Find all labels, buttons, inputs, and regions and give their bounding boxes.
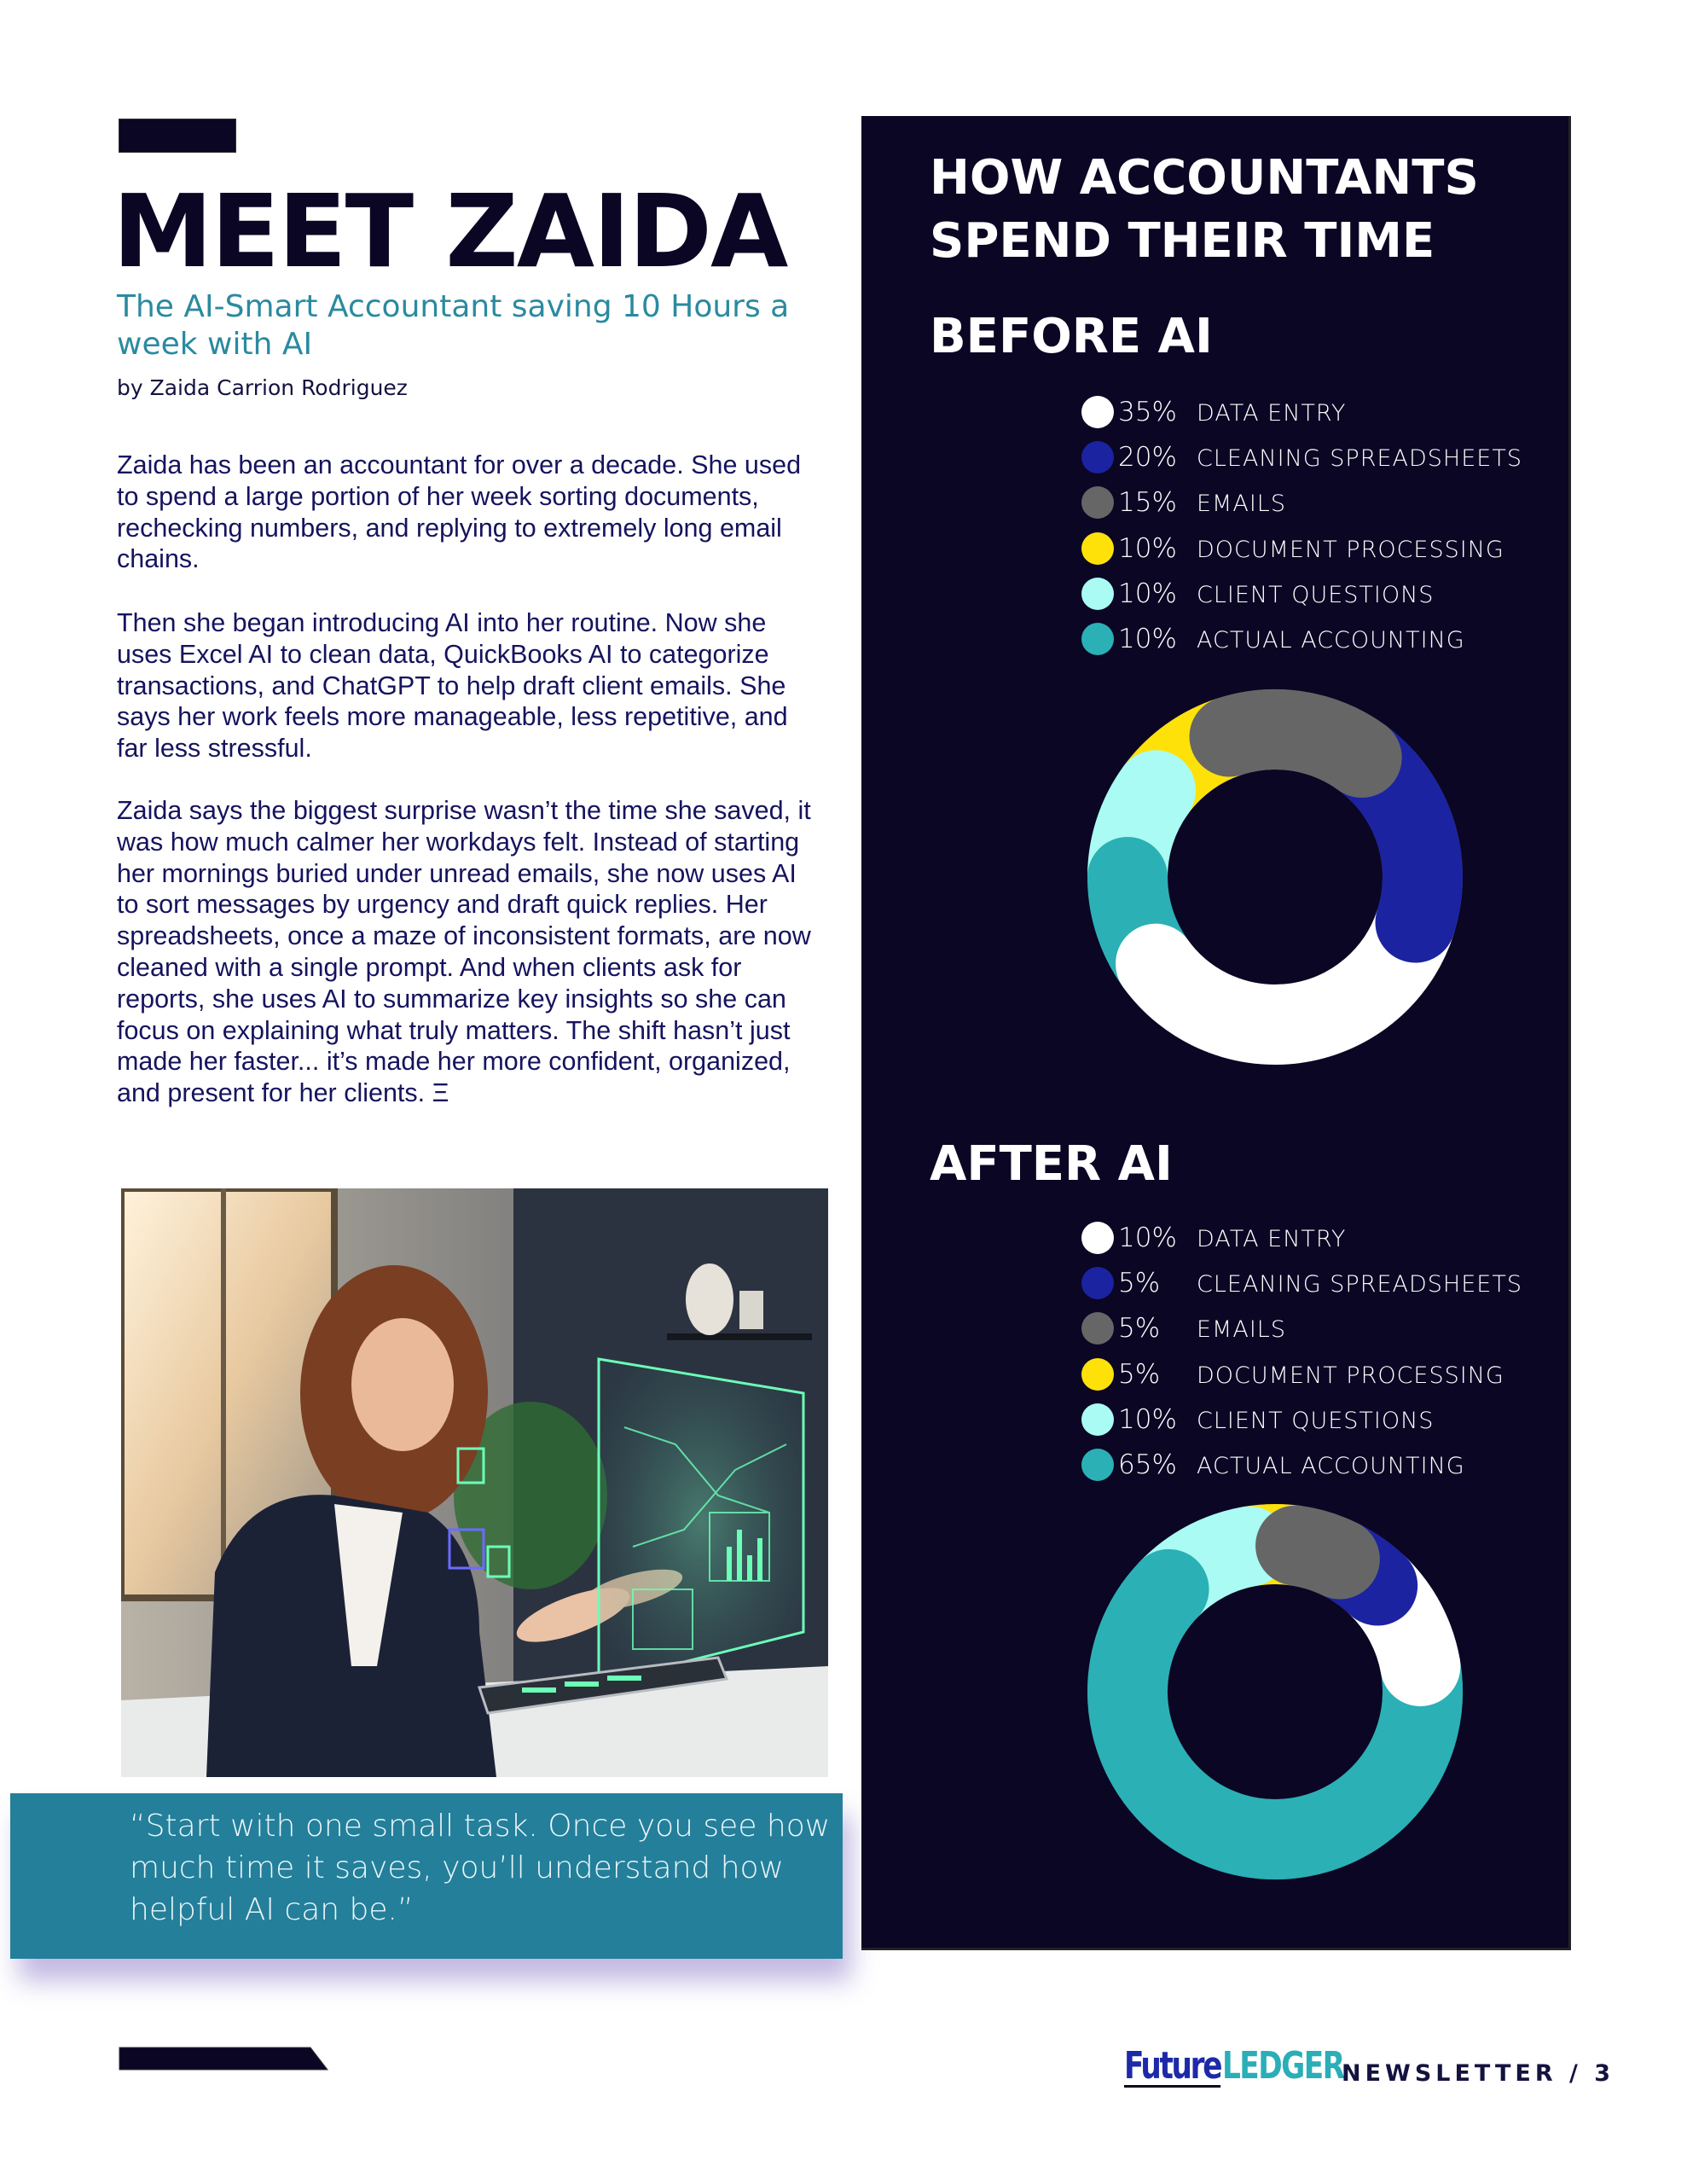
legend-item bbox=[1071, 1217, 1566, 1263]
donut-segment-data-entry bbox=[1156, 922, 1415, 1025]
donut-segment-cap bbox=[1230, 729, 1280, 736]
legend-swatch-icon bbox=[1081, 1267, 1114, 1299]
legend-label: DOCUMENT PROCESSING bbox=[1197, 1362, 1504, 1389]
legend-percentage: 10% bbox=[1118, 1223, 1177, 1253]
legend-swatch-icon bbox=[1081, 441, 1114, 473]
end-mark-icon: Ξ bbox=[432, 1078, 449, 1108]
legend-label: EMAILS bbox=[1197, 1316, 1286, 1344]
legend-swatch-icon bbox=[1081, 623, 1114, 655]
article-title: MEET ZAIDA bbox=[113, 172, 787, 290]
panel-heading-line-1: HOW ACCOUNTANTS bbox=[930, 150, 1479, 206]
legend-percentage: 5% bbox=[1118, 1313, 1161, 1345]
legend-percentage: 15% bbox=[1118, 487, 1177, 519]
legend-item bbox=[1071, 392, 1566, 437]
legend-item bbox=[1071, 1354, 1566, 1399]
logo-future-text: Future bbox=[1124, 2044, 1221, 2088]
legend-item bbox=[1071, 1399, 1566, 1444]
before-ai-heading: BEFORE AI bbox=[930, 309, 1213, 364]
panel-heading-line-2: SPEND THEIR TIME bbox=[930, 213, 1435, 269]
article-body-3 bbox=[117, 795, 816, 1109]
legend-item bbox=[1071, 619, 1566, 664]
pull-quote-text: “Start with one small task. Once you see how much time it saves, you’ll understand how helpful AI can be.” bbox=[130, 1809, 831, 1927]
legend-swatch-icon bbox=[1081, 486, 1114, 519]
after-ai-donut-chart bbox=[1079, 1496, 1471, 1888]
legend-label: CLEANING SPREADSHEETS bbox=[1197, 1271, 1522, 1298]
legend-swatch-icon bbox=[1081, 1449, 1114, 1481]
legend-label: DOCUMENT PROCESSING bbox=[1197, 536, 1504, 563]
decorative-top-bar bbox=[119, 119, 236, 153]
futureledger-logo bbox=[1124, 2044, 1378, 2090]
legend-label: EMAILS bbox=[1197, 491, 1286, 518]
infographic-panel bbox=[861, 116, 1571, 1950]
legend-label: CLEANING SPREADSHEETS bbox=[1197, 445, 1522, 473]
legend-swatch-icon bbox=[1081, 1312, 1114, 1345]
article-subtitle: The AI-Smart Accountant saving 10 Hours a week with AI bbox=[117, 289, 790, 362]
legend-swatch-icon bbox=[1081, 396, 1114, 428]
legend-item bbox=[1071, 1308, 1566, 1353]
legend-percentage: 10% bbox=[1118, 532, 1177, 564]
donut-segment-cap bbox=[1296, 1546, 1319, 1551]
paragraph-3-text: Zaida says the biggest surprise wasn’t the time she saved, it was how much calmer her workdays felt. Instead of starting her mornings buried under unread emails, she now uses AI to sort messages by urgency and draft quick replies. Her spreadsheets, once a maze of inconsistent formats, are now cleaned with a single prompt. And when clients ask for reports, she uses AI to summarize key insights so she can focus on explaining what truly matters. The shift hasn’t just made her faster... it’s made her more confident, organized, and present for her clients. bbox=[117, 796, 811, 1108]
article-photo bbox=[121, 1188, 828, 1777]
before-ai-donut-chart bbox=[1079, 681, 1471, 1073]
after-ai-heading: AFTER AI bbox=[930, 1136, 1173, 1192]
article-body bbox=[117, 450, 816, 575]
legend-swatch-icon bbox=[1081, 1222, 1114, 1254]
legend-percentage: 65% bbox=[1118, 1449, 1177, 1480]
legend-label: ACTUAL ACCOUNTING bbox=[1197, 1452, 1465, 1479]
newsletter-page-label: NEWSLETTER / 3 bbox=[1342, 2060, 1615, 2087]
paragraph-1: Zaida has been an accountant for over a decade. She used to spend a large portion of her week sorting documents, rechecking numbers, and replying to extremely long email chains. bbox=[117, 450, 802, 574]
legend-label: CLIENT QUESTIONS bbox=[1197, 1407, 1435, 1434]
before-ai-legend bbox=[1071, 392, 1566, 664]
after-ai-legend bbox=[1071, 1217, 1566, 1490]
legend-percentage: 5% bbox=[1118, 1268, 1161, 1299]
legend-item bbox=[1071, 437, 1566, 482]
legend-percentage: 10% bbox=[1118, 623, 1177, 654]
legend-label: CLIENT QUESTIONS bbox=[1197, 581, 1435, 608]
legend-item bbox=[1071, 528, 1566, 573]
paragraph-2: Then she began introducing AI into her routine. Now she uses Excel AI to clean data, QuickBooks AI to categorize transactions, and ChatGPT to help draft client emails. She says her work feels more manageable, less repetitive, and far less stressful. bbox=[117, 608, 788, 764]
pull-quote bbox=[10, 1793, 843, 1959]
legend-percentage: 5% bbox=[1118, 1358, 1161, 1390]
legend-percentage: 35% bbox=[1118, 397, 1177, 427]
legend-item bbox=[1071, 482, 1566, 527]
legend-swatch-icon bbox=[1081, 532, 1114, 565]
legend-swatch-icon bbox=[1081, 1358, 1114, 1391]
decorative-footer-bar bbox=[119, 2047, 328, 2071]
logo-ledger-text: LEDGER bbox=[1222, 2044, 1344, 2088]
paragraph-3 bbox=[117, 795, 816, 1109]
legend-percentage: 10% bbox=[1118, 1403, 1177, 1435]
legend-label: DATA ENTRY bbox=[1197, 400, 1347, 427]
legend-percentage: 10% bbox=[1118, 578, 1177, 609]
legend-item bbox=[1071, 1444, 1566, 1490]
article-byline: by Zaida Carrion Rodriguez bbox=[117, 375, 408, 400]
legend-swatch-icon bbox=[1081, 1403, 1114, 1436]
legend-percentage: 20% bbox=[1118, 442, 1177, 473]
legend-label: DATA ENTRY bbox=[1197, 1226, 1347, 1252]
legend-item bbox=[1071, 573, 1566, 619]
legend-label: ACTUAL ACCOUNTING bbox=[1197, 626, 1465, 653]
article-body-2 bbox=[117, 607, 816, 764]
legend-swatch-icon bbox=[1081, 578, 1114, 610]
legend-item bbox=[1071, 1263, 1566, 1308]
